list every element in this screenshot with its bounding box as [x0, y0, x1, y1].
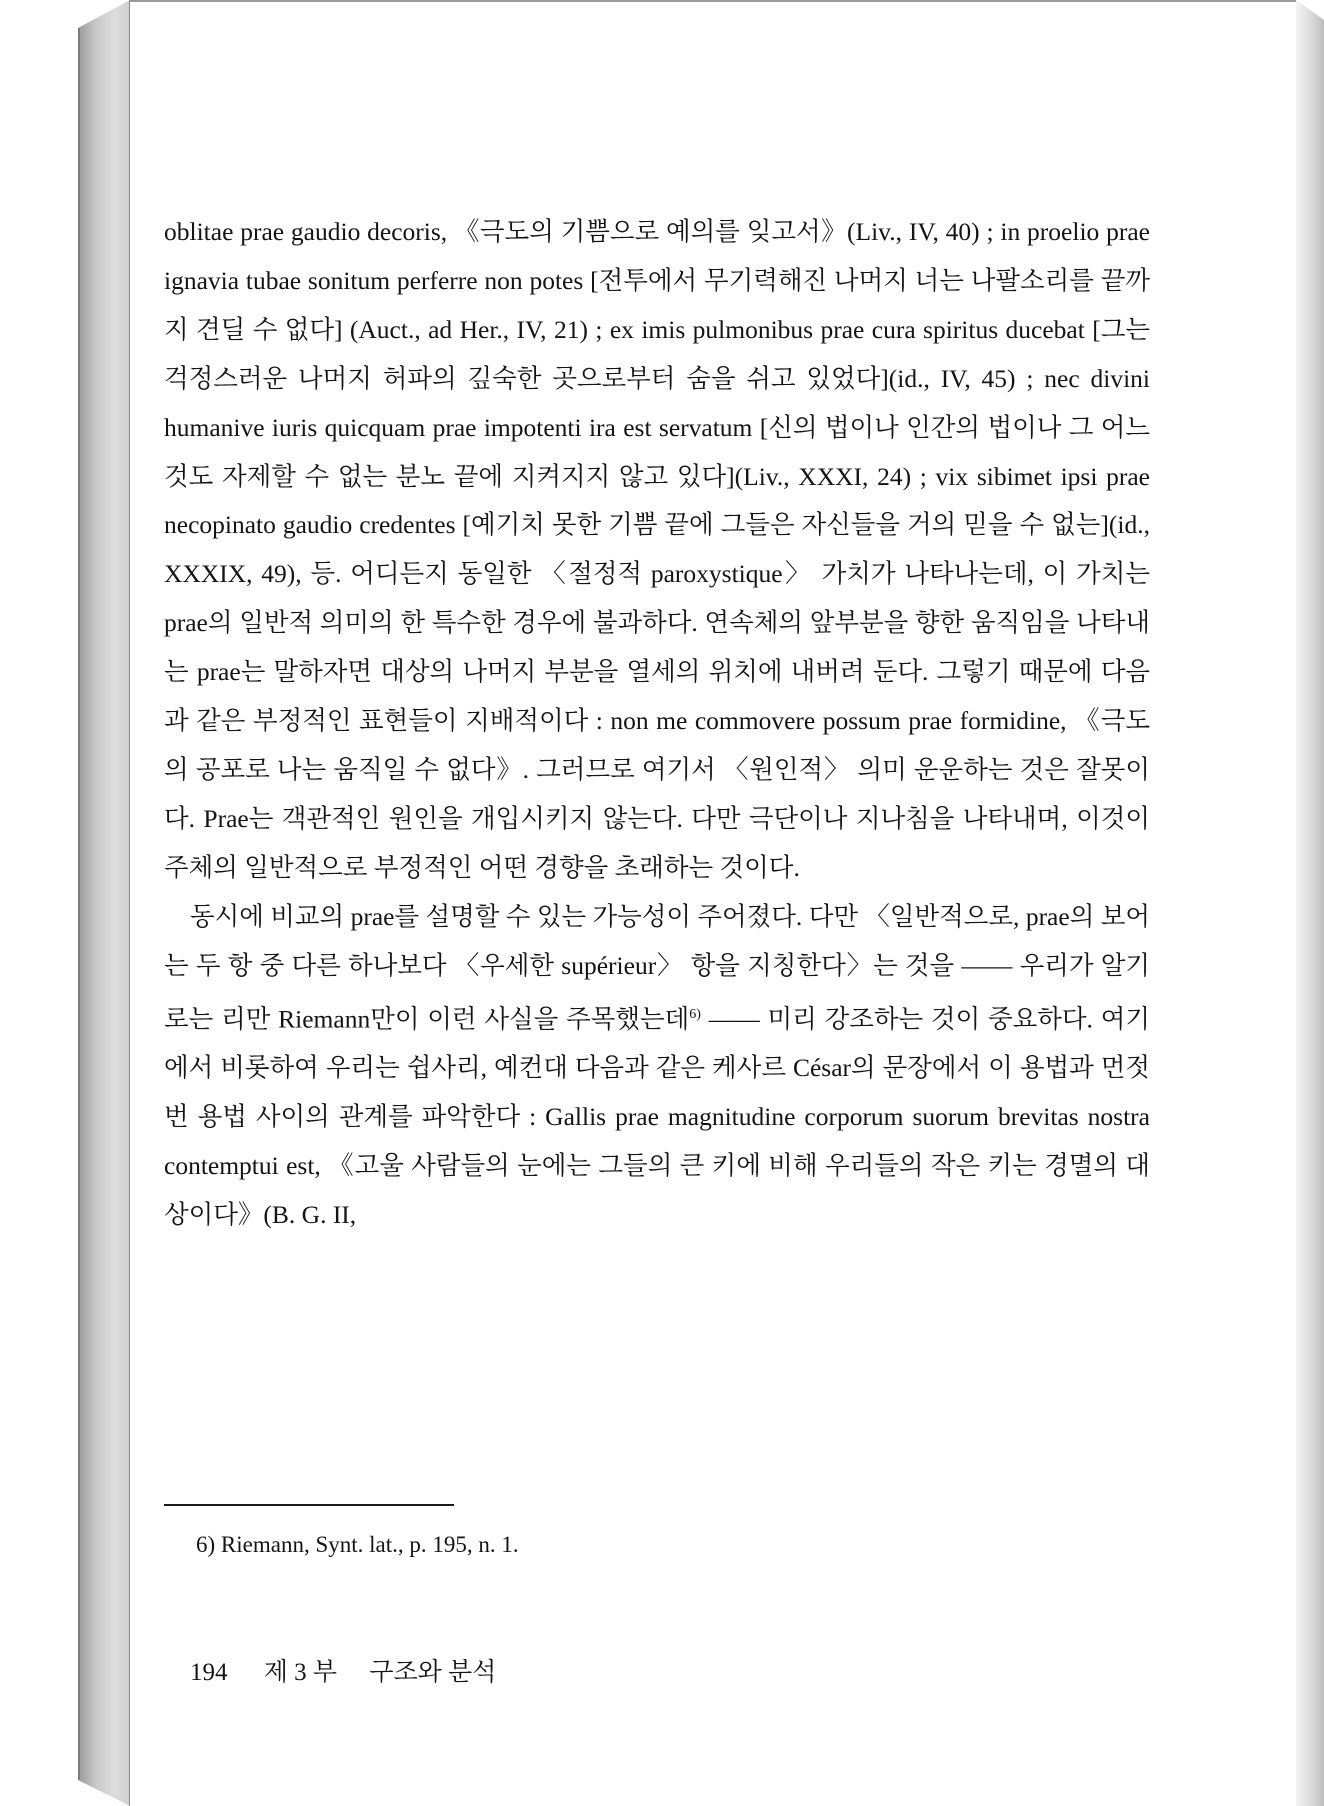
footnote: 6) Riemann, Synt. lat., p. 195, n. 1. — [196, 1532, 519, 1557]
section-title: 구조와 분석 — [369, 1659, 497, 1686]
page-footer — [190, 1656, 496, 1690]
footnote-divider — [164, 1504, 454, 1506]
spine-edge-line — [78, 28, 80, 1780]
paragraph-2-part-2: ―― 미리 강조하는 것이 중요하다. 여기에서 비롯하여 우리는 쉽사리, 예컨대 다음과 같은 케사르 César의 문장에서 이 용법과 먼젓번 용법 사이의 관계를 파악한다 : Gallis prae magnitudine corporum suorum brevitas nostra contemptui est, 《고울 사람들의 눈에는 그들의 큰 키에 비해 우리들의 작은 키는 경멸의 대상이다》(B. G. II, — [164, 1004, 1150, 1229]
body-text — [164, 208, 1150, 1240]
part-label: 제 3 부 — [263, 1659, 338, 1686]
book-spine — [78, 0, 130, 1806]
footnote-reference: 6) — [689, 1006, 701, 1022]
paragraph-1: oblitae prae gaudio decoris, 《극도의 기쁨으로 예의를 잊고서》(Liv., IV, 40) ; in proelio prae ignavia tubae sonitum perferre non potes [전투에서 무기력해진 나머지 너는 나팔소리를 끝까지 견딜 수 없다] (Auct., ad Her., IV, 21) ; ex imis pulmonibus prae cura spiritus ducebat [그는 걱정스러운 나머지 허파의 깊숙한 곳으로부터 숨을 쉬고 있었다](id., IV, 45) ; nec divini humanive iuris quicquam prae impotenti ira est servatum [신의 법이나 인간의 법이나 그 어느 것도 자제할 수 없는 분노 끝에 지켜지지 않고 있다](Liv., XXXI, 24) ; vix sibimet ipsi prae necopinato gaudio credentes [예기치 못한 기쁨 끝에 그들은 자신들을 거의 믿을 수 없는](id., XXXIX, 49), 등. 어디든지 동일한 〈절정적 paroxystique〉 가치가 나타나는데, 이 가치는 prae의 일반적 의미의 한 특수한 경우에 불과하다. 연속체의 앞부분을 향한 움직임을 나타내는 prae는 말하자면 대상의 나머지 부분을 열세의 위치에 내버려 둔다. 그렇기 때문에 다음과 같은 부정적인 표현들이 지배적이다 : non me commovere possum prae formidine, 《극도의 공포로 나는 움직일 수 없다》. 그러므로 여기서 〈원인적〉 의미 운운하는 것은 잘못이다. Prae는 객관적인 원인을 개입시키지 않는다. 다만 극단이나 지나침을 나타내며, 이것이 주체의 일반적으로 부정적인 어떤 경향을 초래하는 것이다. — [164, 217, 1150, 882]
page-number: 194 — [190, 1659, 228, 1686]
paragraph-2-part-1: 동시에 비교의 prae를 설명할 수 있는 가능성이 주어졌다. 다만 〈일반적으로, prae의 보어는 두 항 중 다른 하나보다 〈우세한 supérieur〉 항을 지칭한다〉는 것을 ―― 우리가 알기로는 리만 Riemann만이 이런 사실을 주목했는데 — [164, 901, 1150, 1033]
page-right-edge — [1296, 0, 1324, 1806]
paragraph-2 — [164, 893, 1150, 1240]
